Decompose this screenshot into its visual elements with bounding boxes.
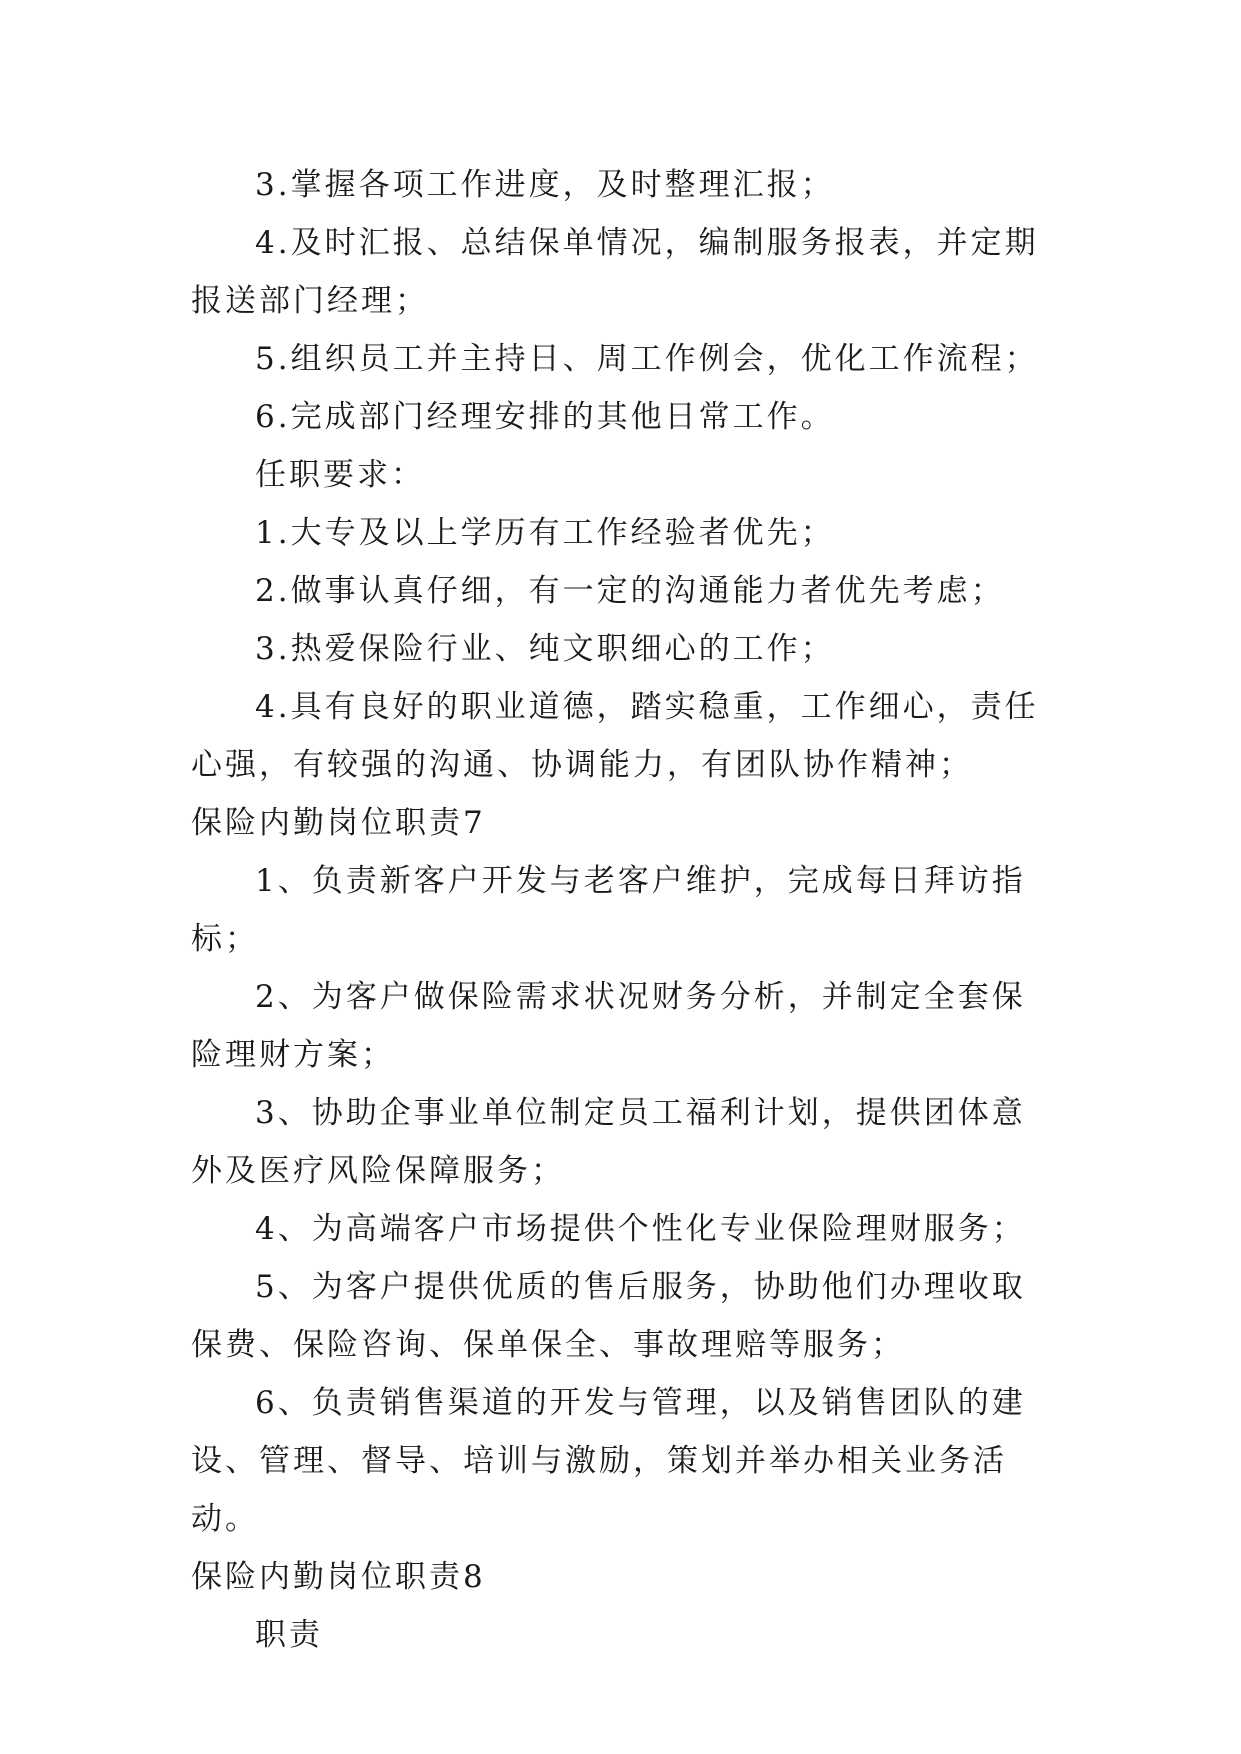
paragraph: 4.及时汇报、总结保单情况，编制服务报表，并定期报送部门经理； — [191, 225, 1039, 319]
document-body — [191, 156, 1051, 1664]
paragraph: 1.大专及以上学历有工作经验者优先； — [255, 515, 835, 551]
paragraph: 1、负责新客户开发与老客户维护，完成每日拜访指标； — [191, 863, 1026, 957]
paragraph: 5.组织员工并主持日、周工作例会，优化工作流程； — [255, 341, 1039, 377]
section-heading: 保险内勤岗位职责7 — [191, 805, 486, 841]
paragraph: 3、协助企事业单位制定员工福利计划，提供团体意外及医疗风险保障服务； — [191, 1095, 1026, 1189]
paragraph: 3.热爱保险行业、纯文职细心的工作； — [255, 631, 835, 667]
section-label: 任职要求： — [255, 457, 425, 493]
paragraph: 6.完成部门经理安排的其他日常工作。 — [255, 399, 835, 435]
paragraph: 5、为客户提供优质的售后服务，协助他们办理收取保费、保险咨询、保单保全、事故理赔等服务； — [191, 1269, 1026, 1363]
paragraph: 6、负责销售渠道的开发与管理，以及销售团队的建设、管理、督导、培训与激励，策划并举办相关业务活动。 — [191, 1385, 1026, 1537]
paragraph: 4、为高端客户市场提供个性化专业保险理财服务； — [255, 1211, 1026, 1247]
paragraph: 2.做事认真仔细，有一定的沟通能力者优先考虑； — [255, 573, 1005, 609]
section-label: 职责 — [255, 1617, 323, 1653]
paragraph: 2、为客户做保险需求状况财务分析，并制定全套保险理财方案； — [191, 979, 1026, 1073]
paragraph: 4.具有良好的职业道德，踏实稳重，工作细心，责任心强，有较强的沟通、协调能力，有团队协作精神； — [191, 689, 1039, 783]
paragraph: 3.掌握各项工作进度，及时整理汇报； — [255, 167, 835, 203]
section-heading: 保险内勤岗位职责8 — [191, 1559, 486, 1595]
